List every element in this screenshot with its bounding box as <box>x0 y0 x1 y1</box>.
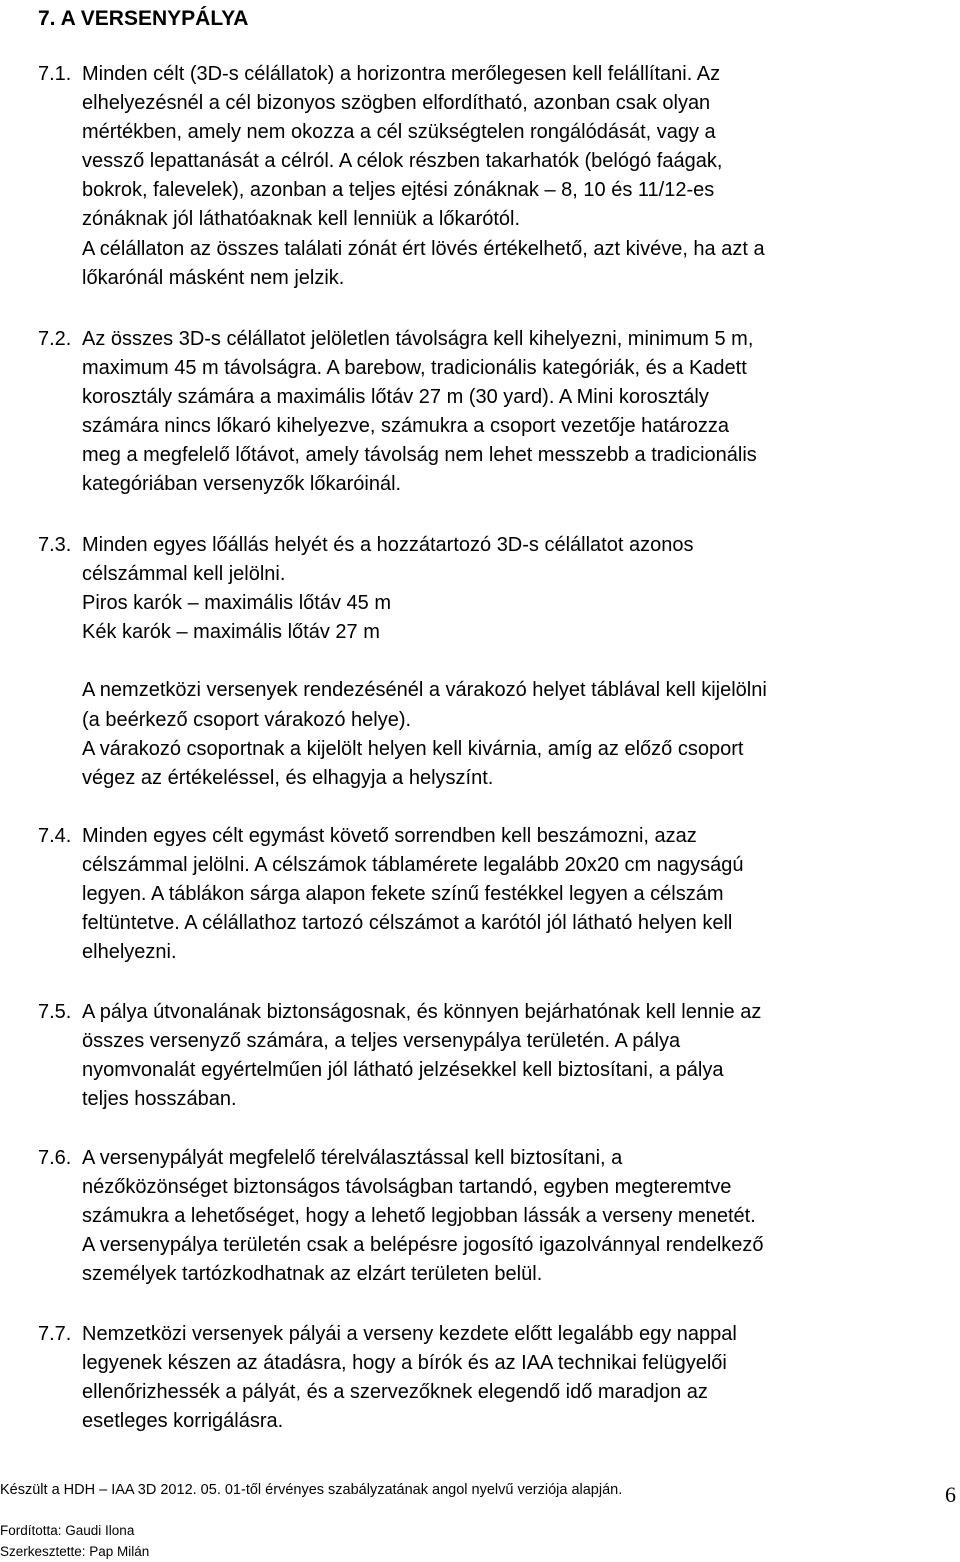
section-number: 7.3. <box>38 534 72 556</box>
text-line: célszámmal kell jelölni. <box>82 563 286 586</box>
text-line: meg a megfelelő lőtávot, amely távolság nem lehet messzebb a tradicionális <box>82 444 757 467</box>
text-line: számára nincs lőkaró kihelyezve, számukra a csoport vezetője határozza <box>82 415 729 438</box>
translator-credit: Fordította: Gaudi Ilona <box>0 1523 135 1538</box>
text-line: Minden célt (3D-s célállatok) a horizontra merőlegesen kell felállítani. Az <box>82 63 721 85</box>
text-line: Minden egyes célt egymást követő sorrendben kell beszámozni, azaz <box>82 825 697 847</box>
section-7-4 <box>38 822 952 967</box>
text-line: korosztály számára a maximális lőtáv 27 m (30 yard). A Mini korosztály <box>82 386 709 409</box>
section-body <box>82 1320 952 1436</box>
text-line: bokrok, falevelek), azonban a teljes ejtési zónáknak – 8, 10 és 11/12-es <box>82 179 715 202</box>
text-line: A versenypályát megfelelő térelválasztással kell biztosítani, a <box>82 1147 623 1169</box>
page-footer <box>0 1472 960 1562</box>
text-line: nyomvonalát egyértelműen jól látható jelzésekkel kell biztosítani, a pálya <box>82 1059 724 1082</box>
text-line: lőkarónál másként nem jelzik. <box>82 266 345 289</box>
text-line: személyek tartózkodhatnak az elzárt területen belül. <box>82 1263 543 1286</box>
text-line: maximum 45 m távolságra. A barebow, tradicionális kategóriák, és a Kadett <box>82 357 747 380</box>
text-line: A pálya útvonalának biztonságosnak, és könnyen bejárhatónak kell lennie az <box>82 1001 762 1023</box>
text-line: vessző lepattanását a célról. A célok részben takarhatók (belógó faágak, <box>82 150 723 173</box>
text-line: legyen. A táblákon sárga alapon fekete színű festékkel legyen a célszám <box>82 883 724 906</box>
section-number: 7.5. <box>38 1001 72 1023</box>
text-line: Nemzetközi versenyek pályái a verseny kezdete előtt legalább egy nappal <box>82 1323 737 1345</box>
footer-source-note: Készült a HDH – IAA 3D 2012. 05. 01-től érvényes szabályzatának angol nyelvű verziója alapján. <box>0 1482 623 1498</box>
text-line: zónáknak jól láthatóaknak kell lenniük a lőkarótól. <box>82 208 521 231</box>
text-line: nézőközönséget biztonságos távolságban tartandó, egyben megteremtve <box>82 1176 732 1199</box>
page-title: 7. A VERSENYPÁLYA <box>38 7 249 30</box>
section-number: 7.7. <box>38 1323 72 1345</box>
text-line: teljes hosszában. <box>82 1088 237 1111</box>
section-body <box>82 60 952 293</box>
text-line: összes versenyző számára, a teljes versenypálya területén. A pálya <box>82 1030 681 1053</box>
text-line: (a beérkező csoport várakozó helye). <box>82 708 412 731</box>
text-line: Piros karók – maximális lőtáv 45 m <box>82 592 391 615</box>
editor-credit: Szerkesztette: Pap Milán <box>0 1544 150 1559</box>
text-line: kategóriában versenyzők lőkaróinál. <box>82 473 402 496</box>
text-line: A nemzetközi versenyek rendezésénél a várakozó helyet táblával kell kijelölni <box>82 679 767 702</box>
text-line: elhelyezésnél a cél bizonyos szögben elfordítható, azonban csak olyan <box>82 92 711 115</box>
text-line: célszámmal jelölni. A célszámok táblamérete legalább 20x20 cm nagyságú <box>82 854 744 877</box>
section-body <box>82 1144 952 1289</box>
text-line: A versenypálya területén csak a belépésre jogosító igazolvánnyal rendelkező <box>82 1234 764 1257</box>
section-number: 7.4. <box>38 825 72 847</box>
section-number: 7.1. <box>38 63 72 85</box>
page-number: 6 <box>945 1482 956 1507</box>
section-7-2 <box>38 325 952 500</box>
text-line: A célállaton az összes találati zónát ért lövés értékelhető, azt kivéve, ha azt a <box>82 237 765 260</box>
text-line: ellenőrizhessék a pályát, és a szervezőknek elegendő idő maradjon az <box>82 1381 708 1404</box>
text-line: számukra a lehetőséget, hogy a lehető legjobban lássák a verseny menetét. <box>82 1205 756 1228</box>
text-line: A várakozó csoportnak a kijelölt helyen kell kivárnia, amíg az előző csoport <box>82 737 744 760</box>
text-line: végez az értékeléssel, és elhagyja a helyszínt. <box>82 766 494 789</box>
paragraph-gap <box>82 647 952 676</box>
section-7-5 <box>38 998 952 1114</box>
section-body <box>82 998 952 1114</box>
section-7-3 <box>38 531 952 793</box>
text-line: legyenek készen az átadásra, hogy a bírók és az IAA technikai felügyelői <box>82 1352 727 1375</box>
section-7-6 <box>38 1144 952 1289</box>
text-line: mértékben, amely nem okozza a cél szükségtelen rongálódását, vagy a <box>82 121 716 144</box>
section-7-7 <box>38 1320 952 1436</box>
section-body <box>82 822 952 967</box>
section-number: 7.2. <box>38 328 72 350</box>
text-line: Az összes 3D-s célállatot jelöletlen távolságra kell kihelyezni, minimum 5 m, <box>82 328 754 350</box>
text-line: feltüntetve. A célállathoz tartozó célszámot a karótól jól látható helyen kell <box>82 912 733 935</box>
text-line: Minden egyes lőállás helyét és a hozzátartozó 3D-s célállatot azonos <box>82 534 694 556</box>
section-body <box>82 325 952 500</box>
text-line: Kék karók – maximális lőtáv 27 m <box>82 621 380 644</box>
section-body <box>82 531 952 793</box>
text-line: elhelyezni. <box>82 941 177 964</box>
text-line: esetleges korrigálásra. <box>82 1410 284 1433</box>
section-7-1 <box>38 60 952 293</box>
section-number: 7.6. <box>38 1147 72 1169</box>
